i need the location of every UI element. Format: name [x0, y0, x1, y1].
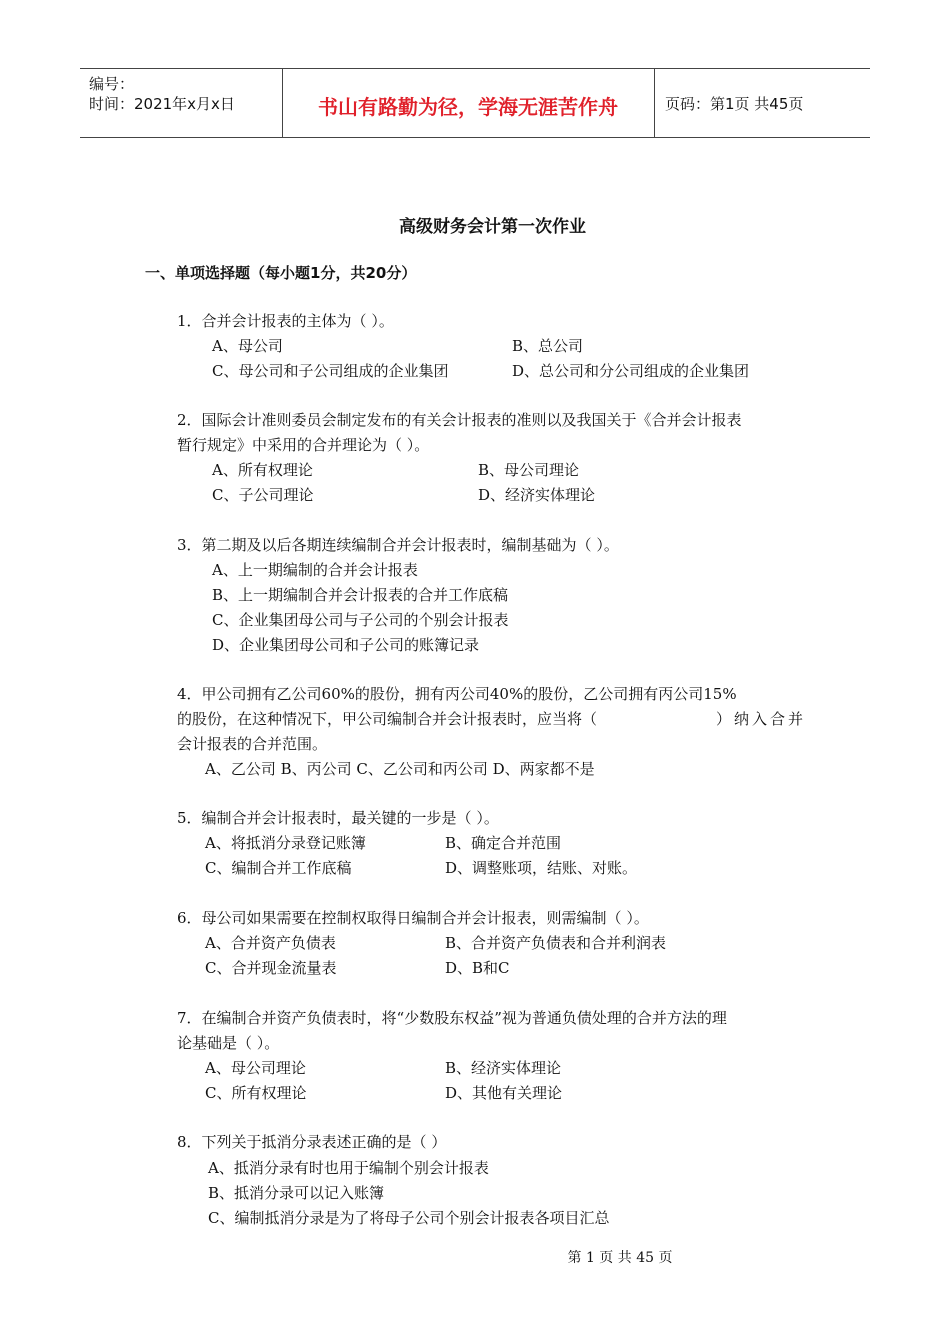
- question-8-option-a: A、抵消分录有时也用于编制个别会计报表: [208, 1159, 489, 1177]
- question-2-stem: 2．国际会计准则委员会制定发布的有关会计报表的准则以及我国关于《合并会计报表: [177, 411, 742, 429]
- question-6-option-d: D、B和C: [445, 959, 510, 977]
- question-1-stem: 1．合并会计报表的主体为（ ）。: [177, 312, 394, 330]
- question-7-option-b: B、经济实体理论: [445, 1059, 562, 1077]
- question-7-option-c: C、所有权理论: [205, 1084, 307, 1102]
- question-4-stem-cont-a: 的股份，在这种情况下，甲公司编制合并会计报表时，应当将（: [177, 710, 598, 728]
- question-6-option-c: C、合并现金流量表: [205, 959, 337, 977]
- page-footer: 第 1 页 共 45 页: [567, 1250, 673, 1266]
- page-number-label: 页码：第1页 共45页: [665, 95, 804, 113]
- question-3-option-b: B、上一期编制合并会计报表的合并工作底稿: [212, 586, 509, 604]
- question-8-option-b: B、抵消分录可以记入账簿: [208, 1184, 385, 1202]
- question-2-stem-cont: 暂行规定》中采用的合并理论为（ ）。: [177, 436, 430, 454]
- document-date: 时间：2021年x月x日: [89, 95, 235, 113]
- question-8-option-c: C、编制抵消分录是为了将母子公司个别会计报表各项目汇总: [208, 1209, 610, 1227]
- question-1-option-b: B、总公司: [512, 337, 584, 355]
- question-3-stem: 3．第二期及以后各期连续编制合并会计报表时，编制基础为（ ）。: [177, 536, 619, 554]
- question-4-options: A、乙公司 B、丙公司 C、乙公司和丙公司 D、两家都不是: [205, 760, 595, 778]
- question-3-option-c: C、企业集团母公司与子公司的个别会计报表: [212, 611, 509, 629]
- question-4-stem-cont-b: ）纳入合并: [716, 710, 807, 728]
- header-info-cell: [80, 69, 283, 137]
- question-4-stem: 4．甲公司拥有乙公司60%的股份，拥有丙公司40%的股份，乙公司拥有丙公司15%: [177, 685, 737, 703]
- question-8-stem: 8．下列关于抵消分录表述正确的是（ ）: [177, 1133, 447, 1151]
- question-6-option-a: A、合并资产负债表: [205, 934, 336, 952]
- question-7-option-d: D、其他有关理论: [445, 1084, 563, 1102]
- question-6-stem: 6．母公司如果需要在控制权取得日编制合并会计报表，则需编制（ ）。: [177, 909, 649, 927]
- question-5-option-c: C、编制合并工作底稿: [205, 859, 352, 877]
- question-1-option-d: D、总公司和分公司组成的企业集团: [512, 362, 750, 380]
- page-title: 高级财务会计第一次作业: [399, 217, 586, 237]
- motto: 书山有路勤为径，学海无涯苦作舟: [318, 95, 618, 119]
- header-page-cell: [655, 69, 870, 137]
- header-table: [80, 68, 870, 138]
- question-3-option-d: D、企业集团母公司和子公司的账簿记录: [212, 636, 480, 654]
- question-2-option-a: A、所有权理论: [212, 461, 313, 479]
- question-4-stem-end: 会计报表的合并范围。: [177, 735, 328, 753]
- question-7-stem: 7．在编制合并资产负债表时，将“少数股东权益”视为普通负债处理的合并方法的理: [177, 1009, 727, 1027]
- question-2-option-c: C、子公司理论: [212, 486, 314, 504]
- question-3-option-a: A、上一期编制的合并会计报表: [212, 561, 418, 579]
- question-5-stem: 5．编制合并会计报表时，最关键的一步是（ ）。: [177, 809, 499, 827]
- question-2-option-d: D、经济实体理论: [478, 486, 596, 504]
- question-6-option-b: B、合并资产负债表和合并利润表: [445, 934, 667, 952]
- question-5-option-d: D、调整账项，结账、对账。: [445, 859, 638, 877]
- header-motto-cell: [282, 69, 655, 137]
- question-7-stem-cont: 论基础是（ ）。: [177, 1034, 280, 1052]
- question-5-option-b: B、确定合并范围: [445, 834, 562, 852]
- document-number: 编号：: [89, 75, 135, 93]
- question-2-option-b: B、母公司理论: [478, 461, 580, 479]
- question-1-option-a: A、母公司: [212, 337, 283, 355]
- question-7-option-a: A、母公司理论: [205, 1059, 306, 1077]
- question-1-option-c: C、母公司和子公司组成的企业集团: [212, 362, 449, 380]
- question-5-option-a: A、将抵消分录登记账簿: [205, 834, 366, 852]
- section-heading: 一、单项选择题（每小题1分，共20分）: [145, 264, 417, 282]
